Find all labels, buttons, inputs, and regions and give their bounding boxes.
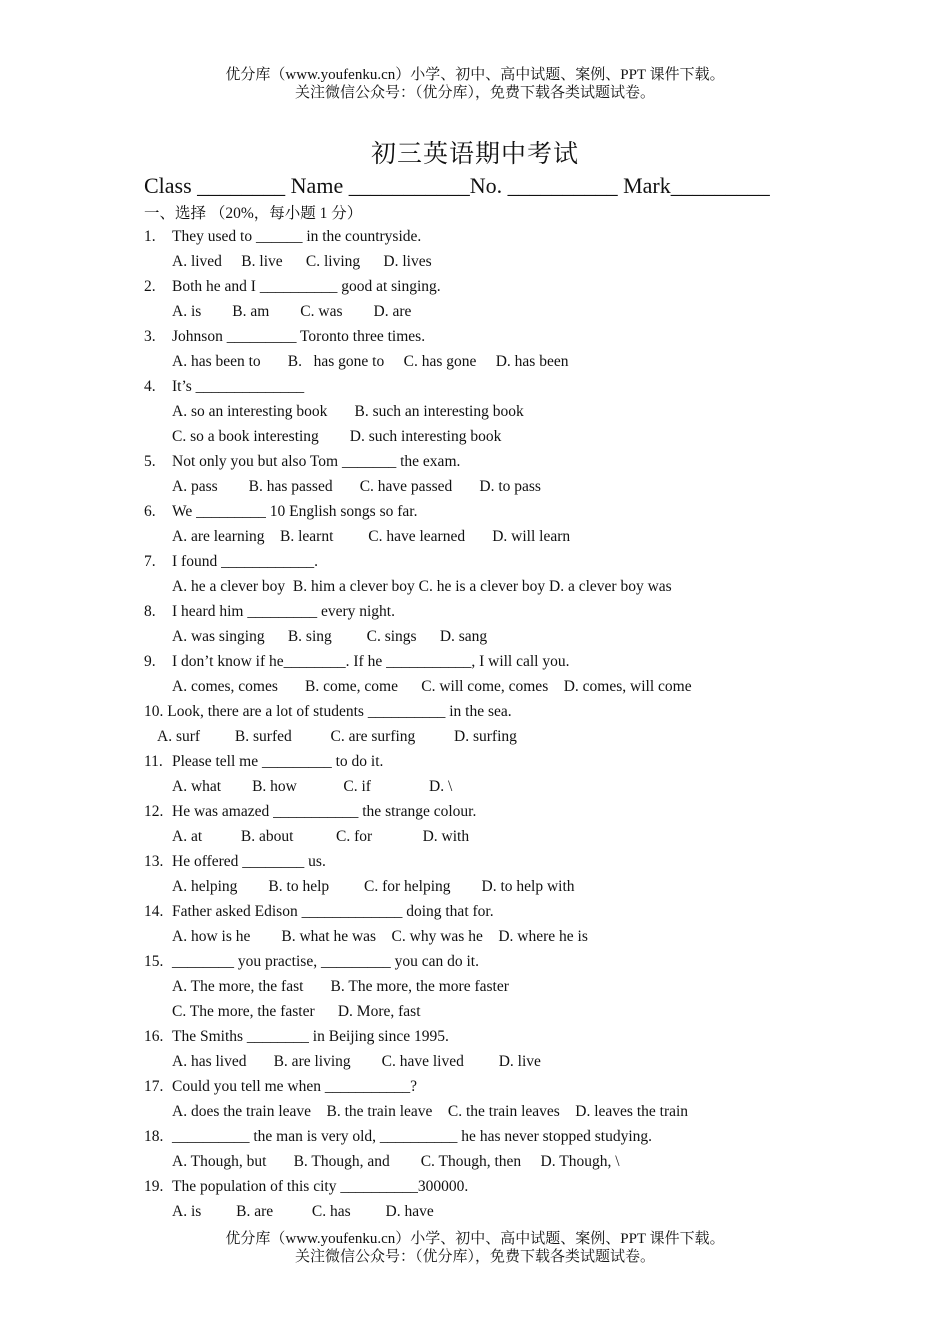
exam-title: 初三英语期中考试 xyxy=(370,141,579,168)
page-header xyxy=(0,66,950,102)
question-text: Father asked Edison _____________ doing that for. xyxy=(172,903,494,920)
answer-options: A. lived B. live C. living D. lives xyxy=(172,253,432,270)
footer-line-1: 优分库（www.youfenku.cn）小学、初中、高中试题、案例、PPT 课件下载。 xyxy=(225,1231,725,1247)
question-12 xyxy=(144,799,844,824)
question-text: It’s ______________ xyxy=(172,378,305,395)
question-number: 4. xyxy=(144,378,156,395)
question-10 xyxy=(144,699,844,724)
question-7 xyxy=(144,549,844,574)
question-number: 14. xyxy=(144,903,164,920)
question-text: I don’t know if he________. If he ___________, I will call you. xyxy=(172,653,570,670)
question-17 xyxy=(144,1074,844,1099)
question-number: 1. xyxy=(144,228,156,245)
answer-options: A. Though, but B. Though, and C. Though, then D. Though, \ xyxy=(172,1153,620,1170)
answer-options: A. how is he B. what he was C. why was he D. where he is xyxy=(172,928,588,945)
answer-options: A. are learning B. learnt C. have learned D. will learn xyxy=(172,528,571,545)
question-text: We _________ 10 English songs so far. xyxy=(172,503,418,520)
question-19 xyxy=(144,1174,844,1199)
question-15 xyxy=(144,949,844,974)
question-text: Both he and I __________ good at singing. xyxy=(172,278,441,295)
answer-options: A. comes, comes B. come, come C. will come, comes D. comes, will come xyxy=(172,678,692,695)
question-6 xyxy=(144,499,844,524)
question-11 xyxy=(144,749,844,774)
question-number: 12. xyxy=(144,803,164,820)
answer-options: A. has been to B. has gone to C. has gone D. has been xyxy=(172,353,569,370)
question-number: 13. xyxy=(144,853,164,870)
question-text: Not only you but also Tom _______ the exam. xyxy=(172,453,461,470)
answer-options: A. was singing B. sing C. sings D. sang xyxy=(172,628,488,645)
answer-options: A. is B. am C. was D. are xyxy=(172,303,412,320)
answer-options: A. has lived B. are living C. have lived D. live xyxy=(172,1053,541,1070)
question-text: Please tell me _________ to do it. xyxy=(172,753,384,770)
question-8 xyxy=(144,599,844,624)
question-text: 10. Look, there are a lot of students __________ in the sea. xyxy=(144,703,512,720)
question-text: I heard him _________ every night. xyxy=(172,603,395,620)
section-title: 一、选择 （20%，每小题 1 分） xyxy=(144,205,363,222)
question-number: 7. xyxy=(144,553,156,570)
answer-options: A. surf B. surfed C. are surfing D. surfing xyxy=(157,728,517,745)
question-number: 19. xyxy=(144,1178,164,1195)
question-text: __________ the man is very old, __________ he has never stopped studying. xyxy=(172,1128,653,1145)
question-number: 5. xyxy=(144,453,156,470)
question-number: 3. xyxy=(144,328,156,345)
answer-options: C. The more, the faster D. More, fast xyxy=(172,1003,421,1020)
answer-options: A. helping B. to help C. for helping D. to help with xyxy=(172,878,575,895)
answer-options: A. is B. are C. has D. have xyxy=(172,1203,434,1220)
answer-options: A. what B. how C. if D. \ xyxy=(172,778,453,795)
question-1 xyxy=(144,224,844,249)
question-9 xyxy=(144,649,844,674)
question-number: 15. xyxy=(144,953,164,970)
question-text: ________ you practise, _________ you can do it. xyxy=(172,953,479,970)
question-3 xyxy=(144,324,844,349)
question-text: I found ____________. xyxy=(172,553,318,570)
answer-options: C. so a book interesting D. such interesting book xyxy=(172,428,502,445)
question-number: 18. xyxy=(144,1128,164,1145)
question-text: Johnson _________ Toronto three times. xyxy=(172,328,426,345)
question-list xyxy=(144,224,844,1224)
question-number: 6. xyxy=(144,503,156,520)
question-number: 17. xyxy=(144,1078,164,1095)
answer-options: A. at B. about C. for D. with xyxy=(172,828,470,845)
student-info-line: Class ________ Name ___________No. __________ Mark_________ xyxy=(144,173,770,198)
answer-options: A. pass B. has passed C. have passed D. to pass xyxy=(172,478,541,495)
question-text: He offered ________ us. xyxy=(172,853,326,870)
question-text: Could you tell me when ___________? xyxy=(172,1078,417,1095)
question-16 xyxy=(144,1024,844,1049)
answer-options: A. so an interesting book B. such an interesting book xyxy=(172,403,524,420)
question-number: 11. xyxy=(144,753,163,770)
question-18 xyxy=(144,1124,844,1149)
answer-options: A. he a clever boy B. him a clever boy C. he is a clever boy D. a clever boy was xyxy=(172,578,672,595)
question-text: They used to ______ in the countryside. xyxy=(172,228,422,245)
question-text: He was amazed ___________ the strange colour. xyxy=(172,803,477,820)
answer-options: A. does the train leave B. the train leave C. the train leaves D. leaves the train xyxy=(172,1103,689,1120)
page-footer xyxy=(0,1230,950,1266)
header-line-1: 优分库（www.youfenku.cn）小学、初中、高中试题、案例、PPT 课件下载。 xyxy=(225,67,725,83)
header-line-2: 关注微信公众号：（优分库），免费下载各类试题试卷。 xyxy=(294,85,655,101)
question-number: 9. xyxy=(144,653,156,670)
question-number: 2. xyxy=(144,278,156,295)
question-13 xyxy=(144,849,844,874)
question-text: The Smiths ________ in Beijing since 1995. xyxy=(172,1028,449,1045)
question-number: 16. xyxy=(144,1028,164,1045)
answer-options: A. The more, the fast B. The more, the more faster xyxy=(172,978,509,995)
question-5 xyxy=(144,449,844,474)
question-text: The population of this city __________300000. xyxy=(172,1178,469,1195)
question-4 xyxy=(144,374,844,399)
footer-line-2: 关注微信公众号：（优分库），免费下载各类试题试卷。 xyxy=(294,1249,655,1265)
question-2 xyxy=(144,274,844,299)
question-number: 8. xyxy=(144,603,156,620)
question-14 xyxy=(144,899,844,924)
